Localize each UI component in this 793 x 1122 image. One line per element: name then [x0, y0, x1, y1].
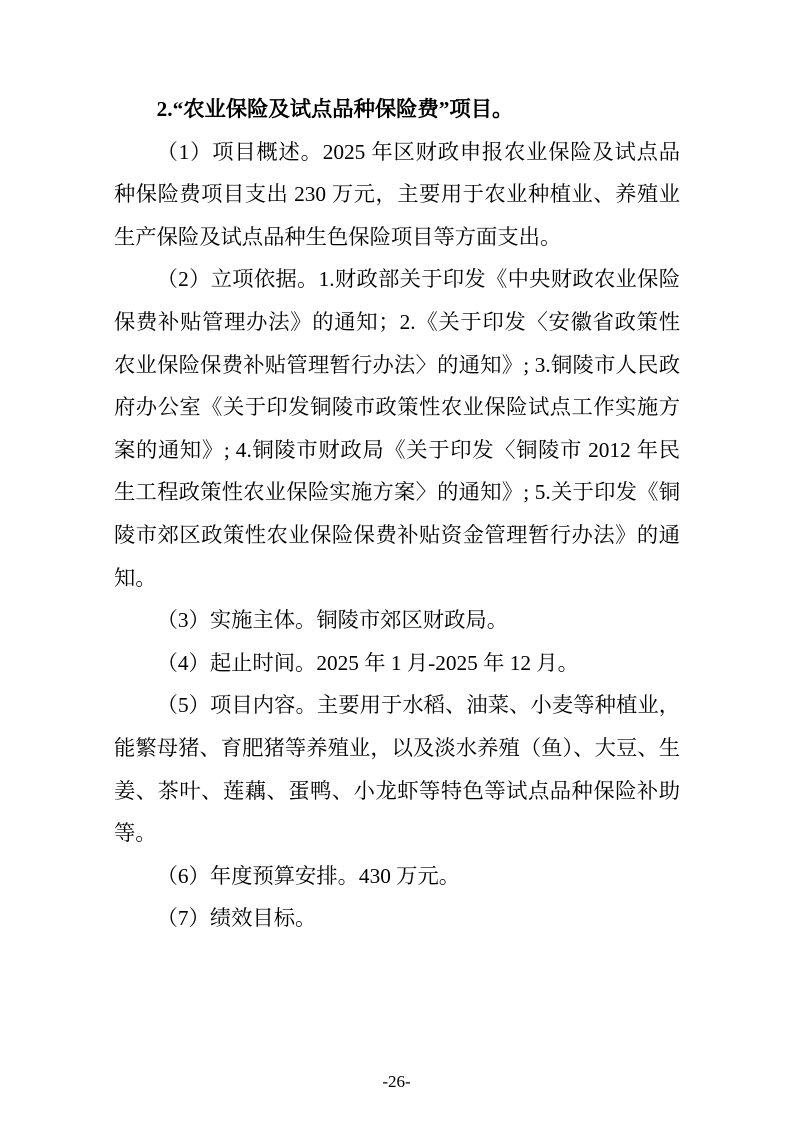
paragraph-project-overview: （1）项目概述。2025 年区财政申报农业保险及试点品种保险费项目支出 230 万元，主要用于农业种植业、养殖业生产保险及试点品种生色保险项目等方面支出。	[114, 139, 680, 249]
paragraph-time-period: （4）起止时间。2025 年 1 月-2025 年 12 月。	[156, 650, 579, 675]
paragraph-annual-budget: （6）年度预算安排。430 万元。	[156, 863, 461, 888]
page-number: -26-	[382, 1072, 411, 1091]
document-body	[114, 88, 680, 940]
paragraph-project-content: （5）项目内容。主要用于水稻、油菜、小麦等种植业，能繁母猪、育肥猪等养殖业，以及淡水养殖（鱼）、大豆、生姜、茶叶、莲藕、蛋鸭、小龙虾等特色等试点品种保险补助等。	[114, 693, 680, 846]
paragraph-implementing-body: （3）实施主体。铜陵市郊区财政局。	[156, 608, 508, 633]
paragraph-legal-basis: （2）立项依据。1.财政部关于印发《中央财政农业保险保费补贴管理办法》的通知；2.《关于印发〈安徽省政策性农业保险保费补贴管理暂行办法〉的通知》; 3.铜陵市人民政府办公室《关于印发铜陵市政策性农业保险试点工作实施方案的通知》; 4.铜陵市财政局《关于印发〈铜陵市 2012 年民生工程政策性农业保险实施方案〉的通知》; 5.关于印发《铜陵市郊区政策性农业保险保费补贴资金管理暂行办法》的通知。	[114, 267, 680, 590]
paragraph-performance-goals: （7）绩效目标。	[156, 906, 317, 931]
section-heading: 2.“农业保险及试点品种保险费”项目。	[156, 97, 514, 121]
